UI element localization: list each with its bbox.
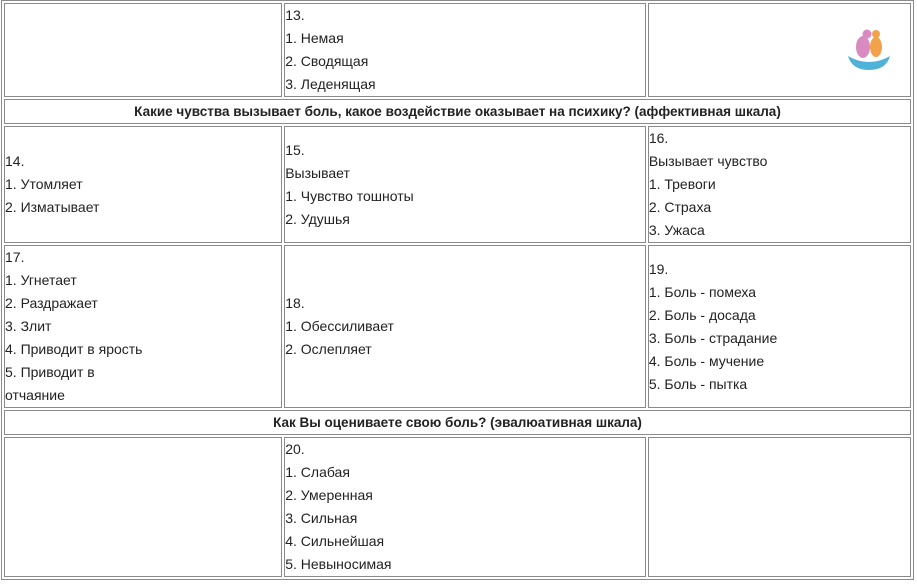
question-number: 17. <box>5 249 25 265</box>
table-row-17-19 <box>4 245 911 408</box>
answer-option: 3. Боль - страдание <box>648 329 778 346</box>
answer-option: 3. Сильная <box>285 510 358 526</box>
question-cell-18 <box>284 245 646 408</box>
question-number: 19. <box>648 260 669 277</box>
question-number: 14. <box>5 153 25 169</box>
section-header-row-evaluative <box>4 410 911 435</box>
question-number: 20. <box>285 441 305 457</box>
pain-questionnaire-table <box>1 0 914 580</box>
answer-option: 3. Ужаса <box>648 222 705 238</box>
question-cell-16 <box>648 126 911 243</box>
question-number: 18. <box>285 295 305 311</box>
section-header-evaluative: Как Вы оцениваете свою боль? (эвалюативная шкала) <box>4 410 911 435</box>
answer-option: 1. Тревоги <box>648 176 716 192</box>
answer-option: 2. Умеренная <box>285 487 373 503</box>
answer-option: 1. Угнетает <box>5 272 77 288</box>
answer-option: 4. Приводит в ярость <box>5 341 143 357</box>
logo-cell <box>648 3 911 97</box>
section-header-row-affective <box>4 99 911 124</box>
answer-option: 1. Утомляет <box>5 176 83 192</box>
answer-option: 2. Боль - досада <box>648 306 756 323</box>
question-cell-17 <box>4 245 282 408</box>
care-hands-logo-icon <box>846 27 892 73</box>
question-lead: Вызывает чувство <box>648 153 768 169</box>
section-header-affective: Какие чувства вызывает боль, какое воздействие оказывает на психику? (аффективная шкала) <box>4 99 911 124</box>
answer-option: 2. Страха <box>648 199 712 215</box>
answer-option: 1. Слабая <box>285 464 350 480</box>
answer-option: 2. Раздражает <box>5 295 98 311</box>
question-number: 13. <box>285 7 305 23</box>
table-row-20 <box>4 437 911 577</box>
question-number: 15. <box>285 141 305 158</box>
answer-option: 3. Леденящая <box>285 76 376 92</box>
question-cell-19 <box>648 245 911 408</box>
empty-cell <box>648 437 911 577</box>
table-row-13 <box>4 3 911 97</box>
answer-option: 1. Боль - помеха <box>648 283 757 300</box>
question-cell-20 <box>284 437 646 577</box>
answer-option: 1. Немая <box>285 30 344 46</box>
answer-option: 4. Сильнейшая <box>285 533 385 549</box>
answer-option: 2. Ослепляет <box>285 341 372 357</box>
question-lead: Вызывает <box>285 164 350 181</box>
answer-option: 1. Обессиливает <box>285 318 394 334</box>
question-cell-13 <box>284 3 646 97</box>
answer-option: 2. Удушья <box>285 210 350 227</box>
answer-option: 4. Боль - мучение <box>648 352 765 369</box>
answer-option: 3. Злит <box>5 318 52 334</box>
answer-option-continued: отчаяние <box>5 387 65 403</box>
question-number: 16. <box>648 130 669 146</box>
empty-cell <box>4 437 282 577</box>
answer-option: 2. Сводящая <box>285 53 369 69</box>
question-cell-14 <box>4 126 282 243</box>
answer-option: 5. Приводит в <box>5 364 95 380</box>
empty-cell <box>4 3 282 97</box>
answer-option: 5. Невыносимая <box>285 556 392 572</box>
answer-option: 1. Чувство тошноты <box>285 187 414 204</box>
answer-option: 5. Боль - пытка <box>648 375 748 392</box>
table-row-14-16 <box>4 126 911 243</box>
question-cell-15 <box>284 126 646 243</box>
answer-option: 2. Изматывает <box>5 199 100 215</box>
